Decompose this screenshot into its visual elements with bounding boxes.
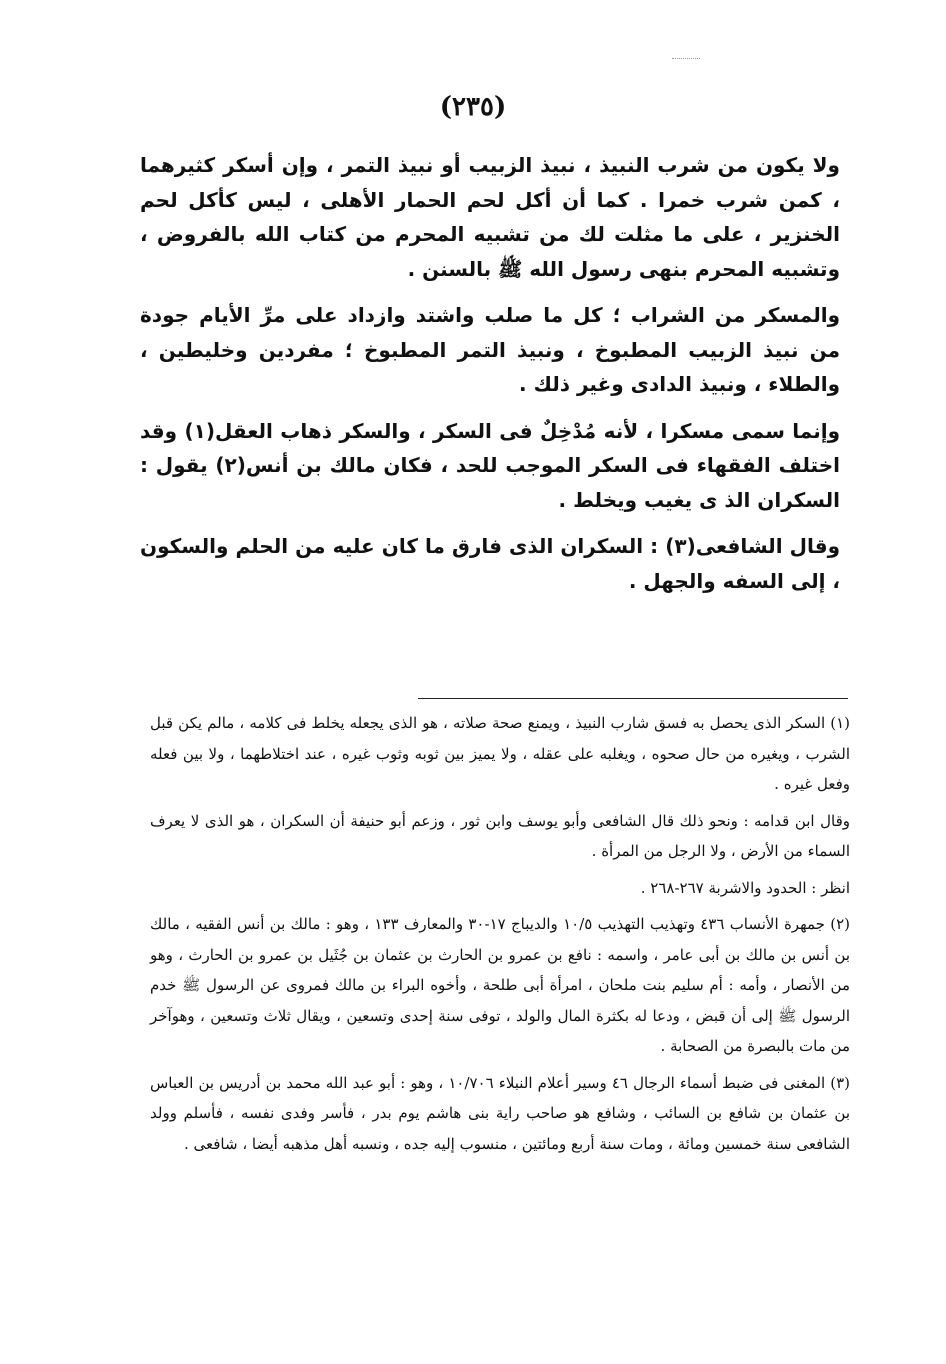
main-paragraph-2: والمسكر من الشراب ؛ كل ما صلب واشتد وازداد على مرِّ الأيام جودة من نبيذ الزبيب المطبوخ ، ونبيذ التمر المطبوخ ؛ مفردين وخليطين ، والطلاء ، ونبيذ الدادى وغير ذلك . (140, 303, 840, 396)
footnote-1-reference: انظر : الحدود والاشربة ٢٦٧-٢٦٨ . (640, 878, 850, 897)
main-text (140, 148, 840, 610)
main-paragraph-3: وإنما سمى مسكرا ، لأنه مُدْخِلٌ فى السكر ، والسكر ذهاب العقل(١) وقد اختلف الفقهاء فى السكر الموجب للحد ، فكان مالك بن أنس(٢) يقول : السكران الذ ى يغيب ويخلط . (140, 418, 840, 512)
scan-speck (672, 58, 700, 61)
footnote-1: (١) السكر الذى يحصل به فسق شارب النبيذ ، ويمنع صحة صلاته ، هو الذى يجعله يخلط فى كلامه ، مالم يكن قبل الشرب ، ويغيره من حال صحوه ، ويغلبه على عقله ، ولا يميز بين ثوبه وثوب غيره ، عند اختلاطهما ، ولا بين فعله وفعل غيره . (150, 714, 850, 793)
footnote-3: (٣) المغنى فى ضبط أسماء الرجال ٤٦ وسير أعلام النبلاء ١٠/٧٠٦ ، وهو : أبو عبد الله محمد بن أدريس بن العباس بن عثمان بن شافع بن السائب ، وشافع هو صاحب راية بنى هاشم يوم بدر ، فأسر وفدى نفسه ، فأسلم وولد الشافعى سنة خمسين ومائة ، ومات سنة أربع ومائتين ، منسوب إليه جده ، ونسبه أهل مذهبه أيضا ، شافعى . (150, 1073, 850, 1153)
main-paragraph-4: وقال الشافعى(٣) : السكران الذى فارق ما كان عليه من الحلم والسكون ، إلى السفه والجهل . (140, 534, 841, 593)
footnote-2: (٢) جمهرة الأنساب ٤٣٦ وتهذيب التهذيب ١٠/٥ والديباج ١٧-٣٠ والمعارف ١٣٣ ، وهو : مالك بن أنس الفقيه ، مالك بن أنس بن مالك بن أبى عامر ، واسمه : نافع بن عمرو بن الحارث بن عثمان بن جُثَيل بن عمرو بن الحارث ، وهو من الأنصار ، وأمه : أم سليم بنت ملحان ، امرأة أبى طلحة ، وأخوه البراء بن مالك فمروى عن الرسول ﷺ خدم الرسول ﷺ إلى أن قبض ، ودعا له بكثرة المال والولد ، توفى سنة إحدى وتسعين ، ويقال ثلاث وتسعين ، وهوآخر من مات بالبصرة من الصحابة . (150, 915, 850, 1055)
page-number: (٢٣٥) (439, 92, 507, 122)
main-paragraph-1: ولا يكون من شرب النبيذ ، نبيذ الزبيب أو نبيذ التمر ، وإن أسكر كثيرهما ، كمن شرب خمرا . كما أن أكل لحم الحمار الأهلى ، ليس كأكل لحم الخنزير ، على ما مثلت لك من تشبيه المحرم من كتاب الله بالفروض ، وتشبيه المحرم بنهى رسول الله ﷺ بالسنن . (140, 153, 840, 281)
footnote-separator (418, 698, 848, 699)
footnote-1-continued: وقال ابن قدامه : ونحو ذلك قال الشافعى وأبو يوسف وابن ثور ، وزعم أبو حنيفة أن السكران ، هو الذى لا يعرف السماء من الأرض ، ولا الرجل من المرأة . (150, 811, 850, 860)
footnotes (150, 708, 850, 1165)
